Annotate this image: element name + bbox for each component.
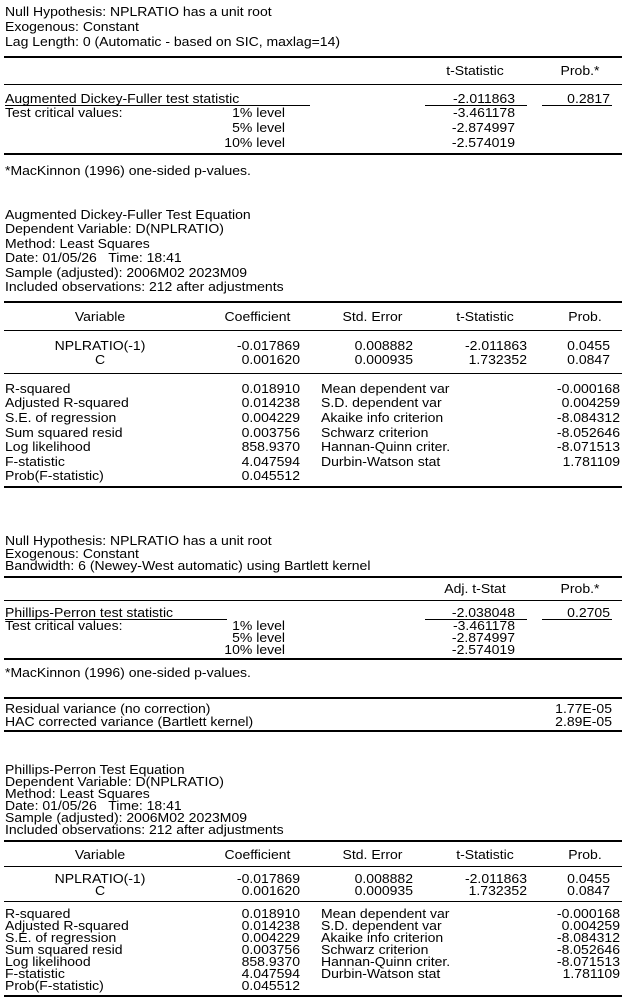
row-prob: 0.0847 [567,884,610,898]
adf-test-prob: 0.2817 [567,92,610,106]
stat-value: 0.004229 [241,411,300,425]
adf-col-stderror: Std. Error [342,310,403,324]
stat-value: -8.084312 [556,931,620,945]
stat-label: Durbin-Watson stat [321,455,441,469]
stat-label: F-statistic [5,455,65,469]
stat-value: -8.071513 [556,440,620,454]
stat-label: Adjusted R-squared [5,396,129,410]
row-variable: NPLRATIO(-1) [54,339,146,353]
row-coefficient: 0.001620 [241,884,300,898]
adf-col-variable: Variable [74,310,126,324]
adf-null-hypothesis: Null Hypothesis: NPLRATIO has a unit root [5,5,272,19]
adf-crit-value: -2.574019 [451,136,515,150]
stat-value: 0.003756 [241,943,300,957]
row-variable: C [94,884,106,898]
stat-value: -8.052646 [556,426,620,440]
pp-sample: Sample (adjusted): 2006M02 2023M09 [5,811,248,825]
stat-label: Hannan-Quinn criter. [321,955,451,969]
pp-stats-bottom-rule [4,995,622,997]
stat-value: 0.014238 [241,919,300,933]
stat-label: Log likelihood [5,955,91,969]
pp-table-header-rule [4,866,622,867]
pp-hac-label: HAC corrected variance (Bartlett kernel) [5,715,254,729]
stat-label: Log likelihood [5,440,91,454]
pp-crit-value: -3.461178 [452,619,515,633]
pp-col-tstatistic: t-Statistic [456,848,514,862]
adf-exogenous: Exogenous: Constant [5,20,139,34]
stat-value: 858.9370 [241,955,300,969]
pp-variance-top-rule [4,697,622,699]
stat-value: 0.014238 [241,396,300,410]
stat-label: S.D. dependent var [321,396,442,410]
adf-top-rule [4,56,622,58]
row-stderror: 0.008882 [354,872,413,886]
pp-col-adjtstat: Adj. t-Stat [444,582,506,596]
row-stderror: 0.000935 [354,353,413,367]
stat-value: 0.004259 [561,396,620,410]
stat-value: 1.781109 [562,455,620,469]
adf-crit-value: -2.874997 [451,121,515,135]
stat-value: 4.047594 [241,967,300,981]
stat-value: -0.000168 [556,907,620,921]
adf-col-tstat: t-Statistic [446,64,504,78]
stat-label: Durbin-Watson stat [321,967,441,981]
pp-stats-top-rule [4,901,622,902]
adf-crit-label: Test critical values: [5,106,123,120]
row-prob: 0.0847 [567,353,610,367]
adf-crit-level: 5% level [232,121,285,135]
pp-crit-level: 5% level [232,631,285,645]
adf-eq-title: Augmented Dickey-Fuller Test Equation [5,208,251,222]
stat-value: 0.018910 [241,382,300,396]
pp-crit-level: 10% level [224,643,285,657]
stat-label: S.D. dependent var [321,919,442,933]
stat-label: S.E. of regression [5,411,117,425]
stat-value: -8.052646 [556,943,620,957]
pp-test-label: Phillips-Perron test statistic [5,606,174,620]
pp-header-rule [4,600,622,601]
stat-label: Mean dependent var [321,907,450,921]
pp-hac-value: 2.89E-05 [555,715,612,729]
pp-dependent-var: Dependent Variable: D(NPLRATIO) [5,775,224,789]
pp-table-top-rule [4,840,622,842]
stat-value: -8.084312 [556,411,620,425]
pp-date: Date: 01/05/26 Time: 18:41 [5,799,182,813]
pp-col-prob2: Prob. [568,848,602,862]
pp-col-coefficient: Coefficient [224,848,291,862]
pp-included-obs: Included observations: 212 after adjustments [5,823,284,837]
pp-mackinnon-note: *MacKinnon (1996) one-sided p-values. [5,666,251,680]
adf-dependent-var: Dependent Variable: D(NPLRATIO) [5,222,224,236]
adf-table-header-rule [4,330,622,331]
adf-crit-value: -3.461178 [452,106,515,120]
stat-label: Akaike info criterion [321,931,444,945]
stat-value: -8.071513 [556,955,620,969]
pp-bandwidth: Bandwidth: 6 (Newey-West automatic) using Bartlett kernel [5,559,371,573]
adf-col-prob: Prob.* [560,64,600,78]
adf-stats-top-rule [4,373,622,374]
pp-crit-value: -2.574019 [451,643,515,657]
stat-label: Schwarz criterion [321,943,429,957]
stat-label: Prob(F-statistic) [5,979,104,993]
pp-exogenous: Exogenous: Constant [5,547,139,561]
stat-label: F-statistic [5,967,65,981]
row-coefficient: -0.017869 [236,872,300,886]
stat-label: Adjusted R-squared [5,919,129,933]
stat-label: Sum squared resid [5,426,123,440]
stat-value: 0.004229 [241,931,300,945]
adf-mackinnon-note: *MacKinnon (1996) one-sided p-values. [5,164,251,178]
pp-col-stderror: Std. Error [342,848,403,862]
adf-crit-bottom-rule [4,153,622,155]
pp-col-prob: Prob.* [560,582,600,596]
row-coefficient: -0.017869 [236,339,300,353]
pp-crit-bottom-rule [4,658,622,660]
adf-crit-level: 1% level [232,106,285,120]
adf-col-prob2: Prob. [568,310,602,324]
adf-test-stat: -2.011863 [452,92,515,106]
adf-crit-level: 10% level [224,136,285,150]
adf-header-rule [4,84,622,85]
pp-method: Method: Least Squares [5,787,150,801]
stat-label: Mean dependent var [321,382,450,396]
stat-value: 4.047594 [241,455,300,469]
row-prob: 0.0455 [567,872,610,886]
pp-crit-value: -2.874997 [451,631,515,645]
stat-value: 0.018910 [241,907,300,921]
row-variable: NPLRATIO(-1) [54,872,146,886]
stat-value: -0.000168 [556,382,620,396]
stat-value: 0.045512 [241,469,300,483]
row-stderror: 0.008882 [354,339,413,353]
pp-crit-label: Test critical values: [5,619,123,633]
pp-test-stat: -2.038048 [451,606,515,620]
stat-value: 0.045512 [241,979,300,993]
adf-col-coefficient: Coefficient [224,310,291,324]
stat-value: 0.003756 [241,426,300,440]
pp-col-variable: Variable [74,848,126,862]
row-prob: 0.0455 [567,339,610,353]
row-tstat: -2.011863 [464,872,527,886]
pp-crit-level: 1% level [232,619,285,633]
pp-eq-title: Phillips-Perron Test Equation [5,763,185,777]
pp-variance-value: 1.77E-05 [555,702,612,716]
row-tstat: 1.732352 [468,884,527,898]
stat-value: 0.004259 [561,919,620,933]
row-coefficient: 0.001620 [241,353,300,367]
stat-label: Schwarz criterion [321,426,429,440]
stat-value: 858.9370 [241,440,300,454]
pp-test-prob: 0.2705 [567,606,610,620]
adf-sample: Sample (adjusted): 2006M02 2023M09 [5,266,248,280]
stat-value: 1.781109 [562,967,620,981]
stat-label: Prob(F-statistic) [5,469,104,483]
stat-label: Sum squared resid [5,943,123,957]
stat-label: Akaike info criterion [321,411,444,425]
row-tstat: -2.011863 [464,339,527,353]
pp-null-hypothesis: Null Hypothesis: NPLRATIO has a unit root [5,534,272,548]
adf-stats-bottom-rule [4,486,622,488]
adf-table-top-rule [4,301,622,303]
row-variable: C [94,353,106,367]
adf-test-label: Augmented Dickey-Fuller test statistic [5,92,240,106]
stat-label: Hannan-Quinn criter. [321,440,451,454]
stat-label: R-squared [5,382,71,396]
row-tstat: 1.732352 [468,353,527,367]
adf-lag-length: Lag Length: 0 (Automatic - based on SIC, maxlag=14) [5,35,341,49]
adf-method: Method: Least Squares [5,237,150,251]
pp-variance-label: Residual variance (no correction) [5,702,211,716]
pp-variance-bottom-rule [4,730,622,732]
adf-date: Date: 01/05/26 Time: 18:41 [5,251,182,265]
row-stderror: 0.000935 [354,884,413,898]
stat-label: S.E. of regression [5,931,117,945]
pp-top-rule [4,576,622,578]
stat-label: R-squared [5,907,71,921]
adf-included-obs: Included observations: 212 after adjustments [5,280,284,294]
adf-col-tstatistic: t-Statistic [456,310,514,324]
